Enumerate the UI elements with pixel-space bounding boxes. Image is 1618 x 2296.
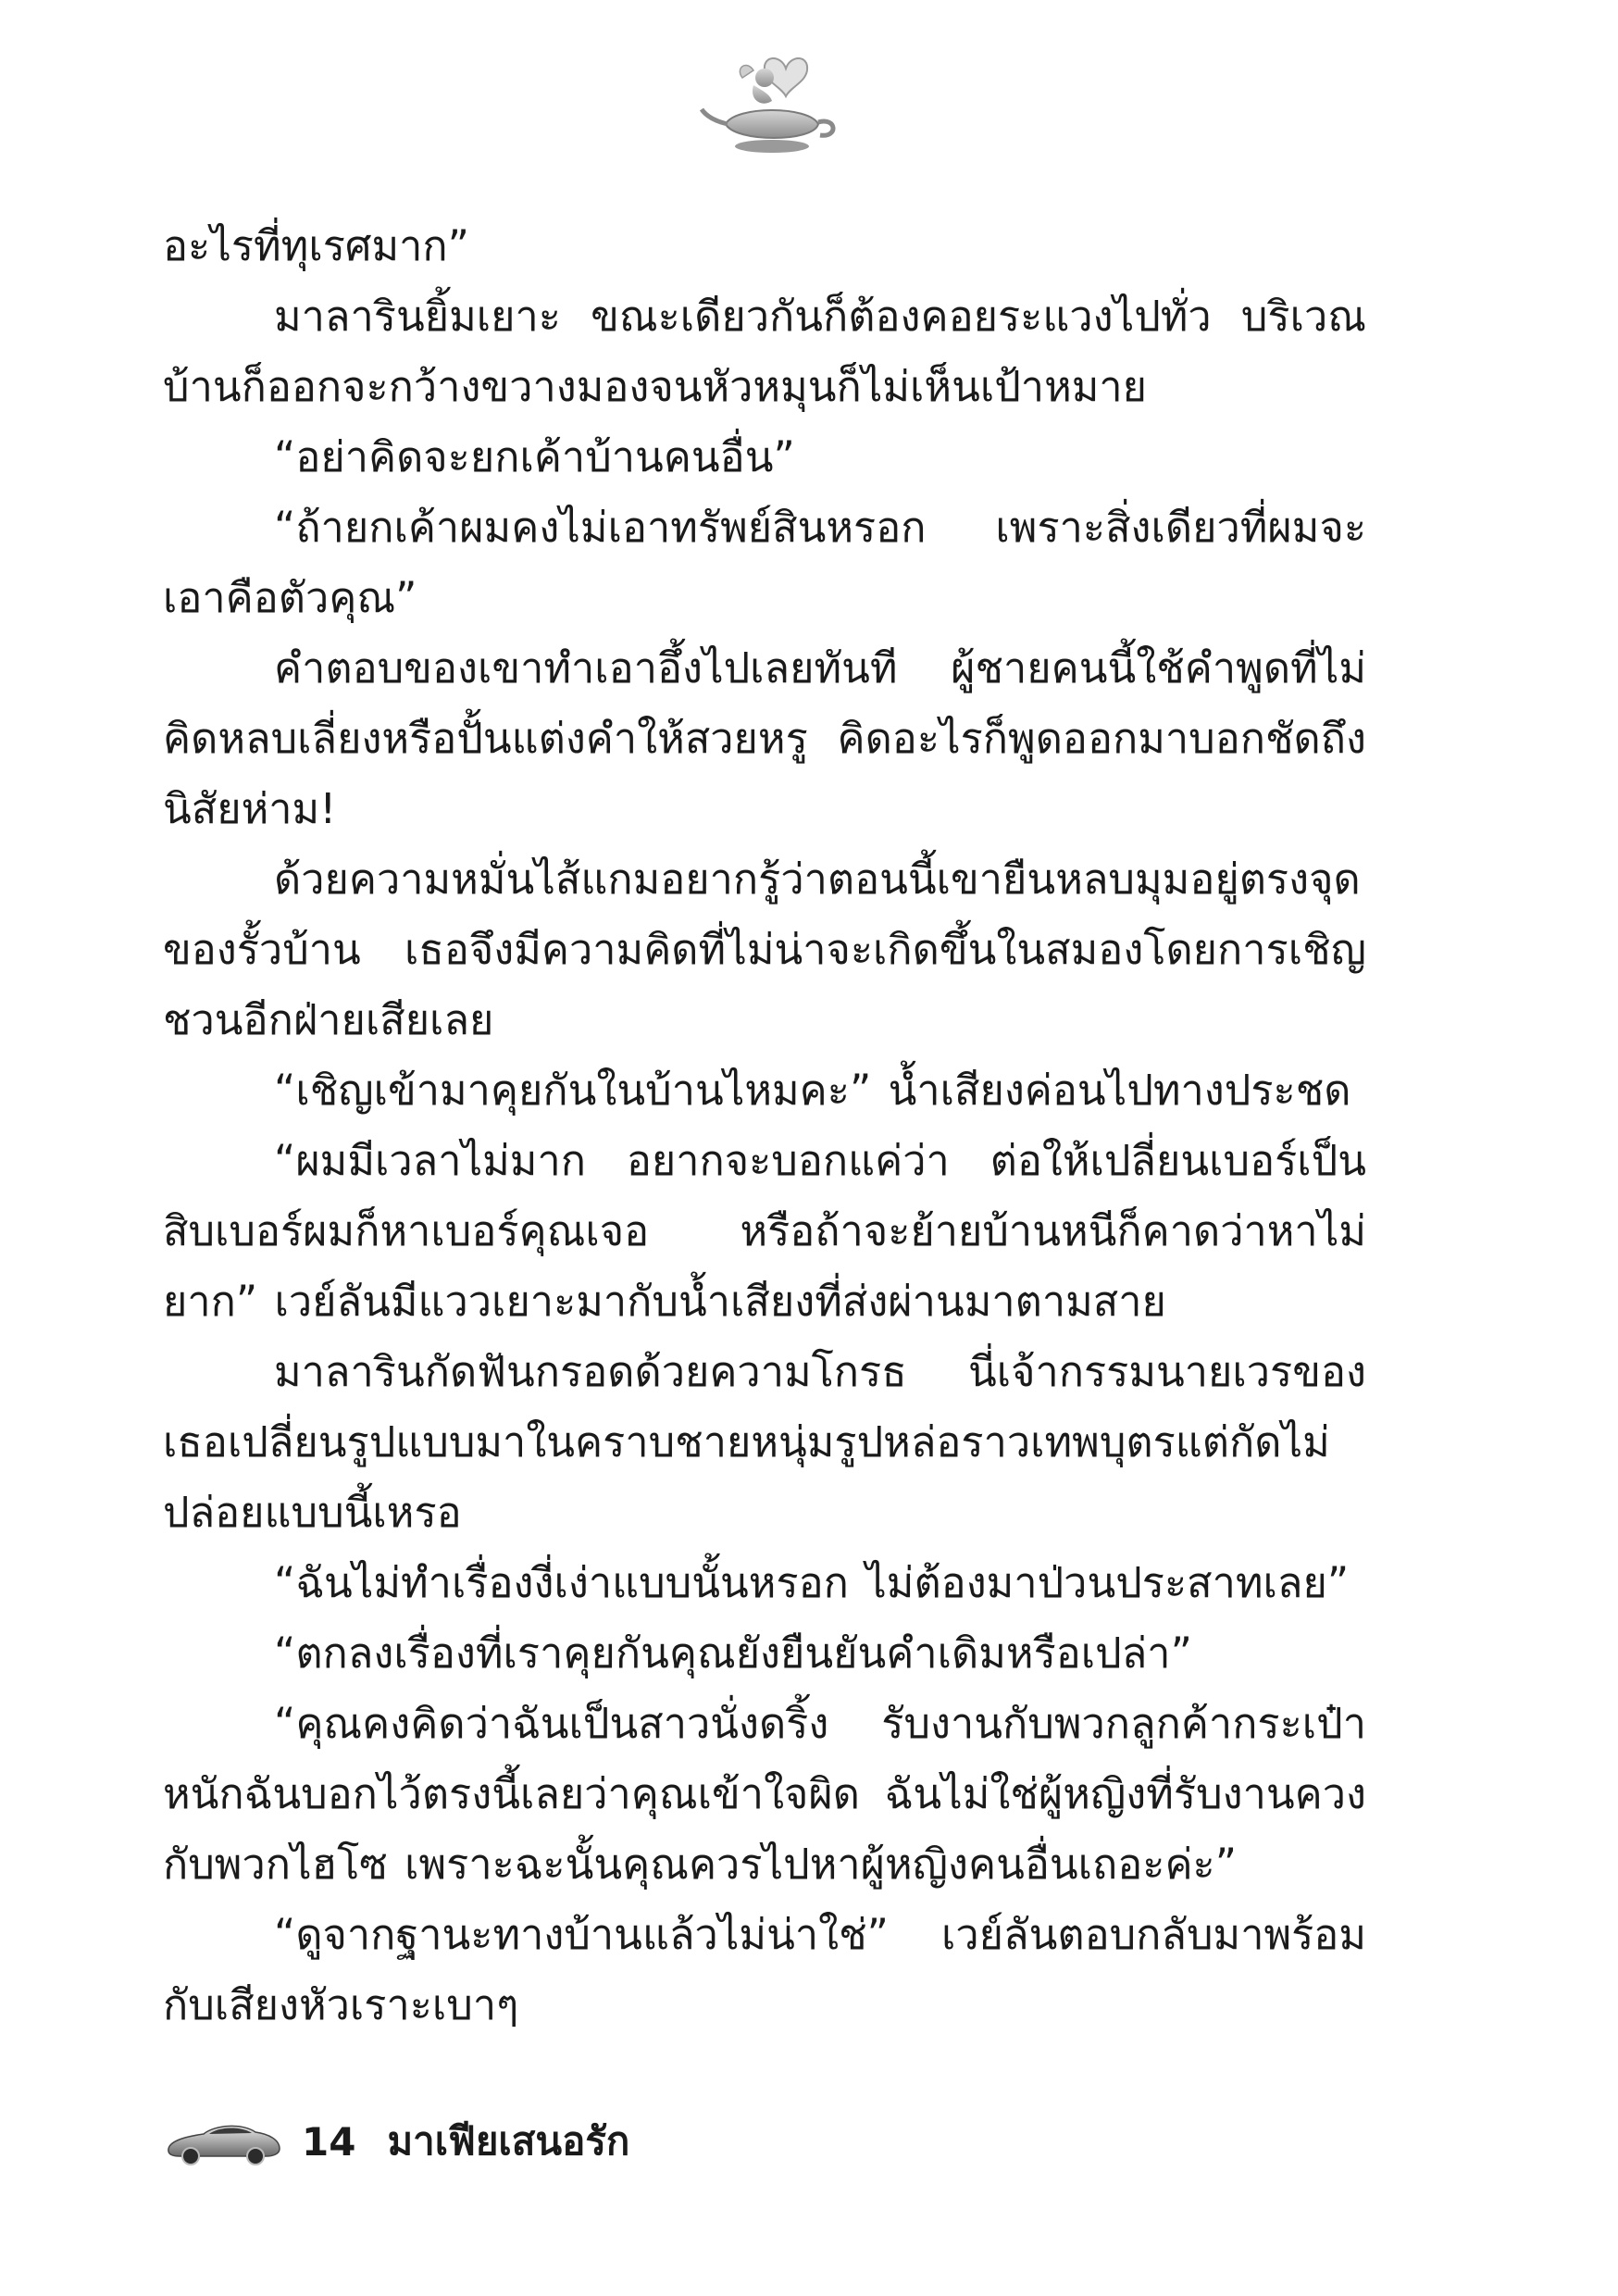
paragraph: “อย่าคิดจะยกเค้าบ้านคนอื่น” (274, 432, 795, 481)
paragraph: “คุณคงคิดว่าฉันเป็นสาวนั่งดริ้ง รับงานกับพวกลูกค้ากระเป๋าหนักฉันบอกไว้ตรงนี้เลยว่าคุณเข้าใจผิด ฉันไม่ใช่ผู้หญิงที่รับงานควงกับพวกไฮโซ เพราะฉะนั้นคุณควรไปหาผู้หญิงคนอื่นเถอะค่ะ” (163, 1699, 1366, 1889)
cupid-teapot-ornament-icon (698, 50, 846, 161)
page-footer (163, 2100, 629, 2183)
paragraph: “ผมมีเวลาไม่มาก อยากจะบอกแค่ว่า ต่อให้เปลี่ยนเบอร์เป็นสิบเบอร์ผมก็หาเบอร์คุณเจอ หรือถ้าจะย้ายบ้านหนีก็คาดว่าหาไม่ยาก” เวย์ลันมีแววเยาะมากับน้ำเสียงที่ส่งผ่านมาตามสาย (163, 1136, 1366, 1326)
paragraph: คำตอบของเขาทำเอาอึ้งไปเลยทันที ผู้ชายคนนี้ใช้คำพูดที่ไม่คิดหลบเลี่ยงหรือปั้นแต่งคำให้สวยหรู คิดอะไรก็พูดออกมาบอกชัดถึงนิสัยห่าม! (163, 643, 1366, 833)
paragraph: มาลารินกัดฟันกรอดด้วยความโกรธ นี่เจ้ากรรมนายเวรของเธอเปลี่ยนรูปแบบมาในคราบชายหนุ่มรูปหล่อราวเทพบุตรแต่กัดไม่ปล่อยแบบนี้เหรอ (163, 1347, 1366, 1537)
paragraph: มาลารินยิ้มเยาะ ขณะเดียวกันก็ต้องคอยระแวงไปทั่ว บริเวณบ้านก็ออกจะกว้างขวางมองจนหัวหมุนก็ไม่เห็นเป้าหมาย (163, 292, 1366, 411)
paragraph: “ฉันไม่ทำเรื่องงี่เง่าแบบนั้นหรอก ไม่ต้องมาป่วนประสาทเลย” (274, 1558, 1350, 1607)
paragraph: อะไรที่ทุเรศมาก” (163, 221, 469, 270)
page-number: 14 (302, 2118, 356, 2165)
paragraph: “ดูจากฐานะทางบ้านแล้วไม่น่าใช่” เวย์ลันตอบกลับมาพร้อมกับเสียงหัวเราะเบาๆ (163, 1910, 1366, 2029)
body-text (163, 211, 1366, 2040)
paragraph: “ตกลงเรื่องที่เราคุยกันคุณยังยืนยันคำเดิมหรือเปล่า” (274, 1628, 1192, 1678)
paragraph: “ถ้ายกเค้าผมคงไม่เอาทรัพย์สินหรอก เพราะสิ่งเดียวที่ผมจะเอาคือตัวคุณ” (163, 503, 1366, 622)
book-title: มาเฟียเสนอรัก (387, 2118, 630, 2164)
sports-car-icon (163, 2114, 283, 2169)
paragraph: ด้วยความหมั่นไส้แกมอยากรู้ว่าตอนนี้เขายืนหลบมุมอยู่ตรงจุดของรั้วบ้าน เธอจึงมีความคิดที่ไม่น่าจะเกิดขึ้นในสมองโดยการเชิญชวนอีกฝ่ายเสียเลย (163, 855, 1366, 1044)
paragraph: “เชิญเข้ามาคุยกันในบ้านไหมคะ” น้ำเสียงค่อนไปทางประชด (274, 1066, 1351, 1115)
